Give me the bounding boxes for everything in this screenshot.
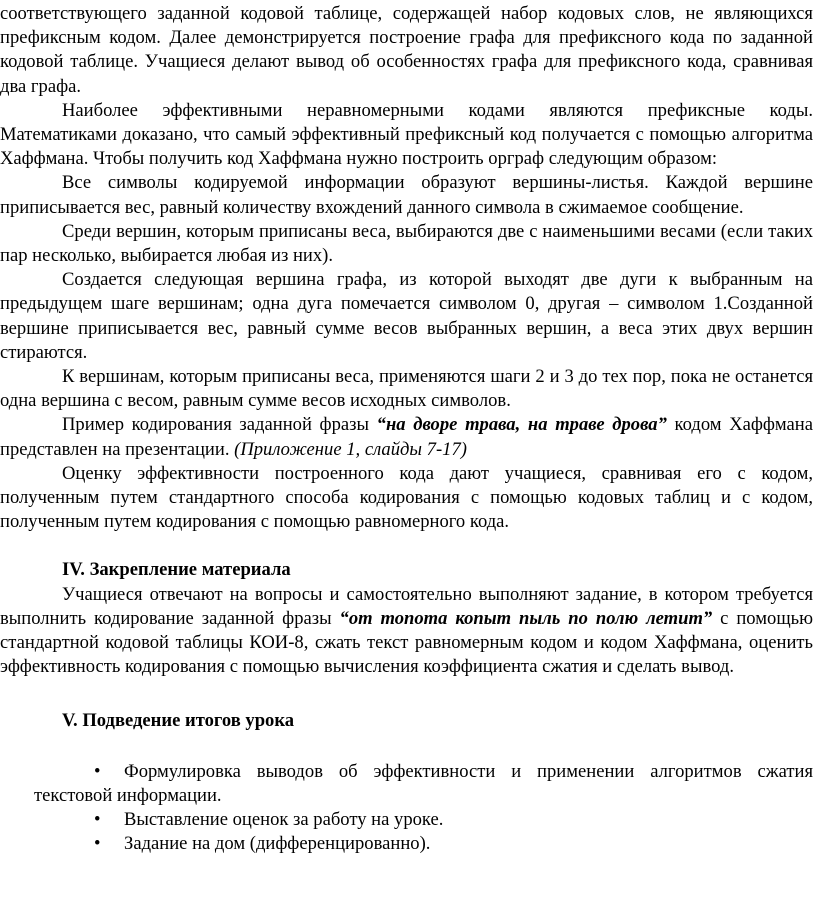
list-item-text: Формулировка выводов об эффективности и применении алгоритмов сжатия текстовой информации. bbox=[34, 760, 813, 806]
task-text-a: Учащиеся отвечают на вопросы и самостоятельно выполняют задание, в котором требуется выполнить кодирование заданной фразы bbox=[0, 583, 813, 629]
list-item bbox=[0, 808, 813, 832]
paragraph-step-2: Среди вершин, которым приписаны веса, выбираются две с наименьшими весами (если таких пар несколько, выбирается любая из них). bbox=[0, 220, 813, 267]
list-item bbox=[0, 760, 813, 808]
example-phrase: “на дворе трава, на траве дрова” bbox=[376, 414, 667, 436]
list-item-text: Задание на дом (дифференцированно). bbox=[124, 833, 431, 855]
paragraph-efficiency: Оценку эффективности построенного кода дают учащиеся, сравнивая его с кодом, полученным путем стандартного способа кодирования с помощью кодовых таблиц и с кодом, полученным путем кодирования с помощью равномерного кода. bbox=[0, 462, 813, 533]
section-heading-consolidation: IV. Закрепление материала bbox=[62, 559, 291, 581]
bullet-icon: • bbox=[94, 809, 101, 831]
bullet-icon: • bbox=[94, 760, 101, 782]
paragraph-step-3: Создается следующая вершина графа, из которой выходят две дуги к выбранным на предыдущем шаге вершинам; одна дуга помечается символом 0, другая – символом 1.Созданной вершине приписывается вес, равный сумме весов выбранных вершин, а веса этих двух вершин стираются. bbox=[0, 269, 813, 363]
list-item-text: Выставление оценок за работу на уроке. bbox=[124, 809, 444, 831]
bullet-icon: • bbox=[94, 833, 101, 855]
paragraph-step-4: К вершинам, которым приписаны веса, применяются шаги 2 и 3 до тех пор, пока не останется одна вершина с весом, равным сумме весов исходных символов. bbox=[0, 366, 813, 412]
example-text-a: Пример кодирования заданной фразы bbox=[62, 414, 377, 436]
appendix-reference: (Приложение 1, слайды 7-17) bbox=[234, 438, 467, 460]
paragraph-continuation: соответствующего заданной кодовой таблице, содержащей набор кодовых слов, не являющихся префиксным кодом. Далее демонстрируется построение графа для префиксного кода по заданной кодовой таблице. Учащиеся делают вывод об особенностях графа для префиксного кода, сравнивая два графа. bbox=[0, 3, 813, 97]
paragraph-huffman-intro: Наиболее эффективными неравномерными кодами являются префиксные коды. Математиками доказано, что самый эффективный префиксный код получается с помощью алгоритма Хаффмана. Чтобы получить код Хаффмана нужно построить орграф следующим образом: bbox=[0, 99, 813, 170]
task-text-b: с помощью стандартной кодовой таблицы КОИ-8, сжать текст равномерным кодом и кодом Хаффмана, оценить эффективность кодирования с помощью вычисления коэффициента сжатия и сделать вывод. bbox=[0, 607, 814, 678]
list-item bbox=[0, 832, 813, 856]
task-phrase: “от топота копыт пыль по полю летит” bbox=[339, 607, 713, 629]
section-heading-summary: V. Подведение итогов урока bbox=[62, 710, 295, 732]
document-body bbox=[0, 2, 813, 857]
summary-list bbox=[0, 760, 813, 857]
paragraph-consolidation-task bbox=[0, 583, 813, 680]
paragraph-step-1: Все символы кодируемой информации образуют вершины-листья. Каждой вершине приписывается вес, равный количеству вхождений данного символа в сжимаемое сообщение. bbox=[0, 172, 813, 218]
example-text-b: кодом Хаффмана представлен на презентации. bbox=[0, 414, 813, 460]
paragraph-example bbox=[0, 413, 813, 461]
